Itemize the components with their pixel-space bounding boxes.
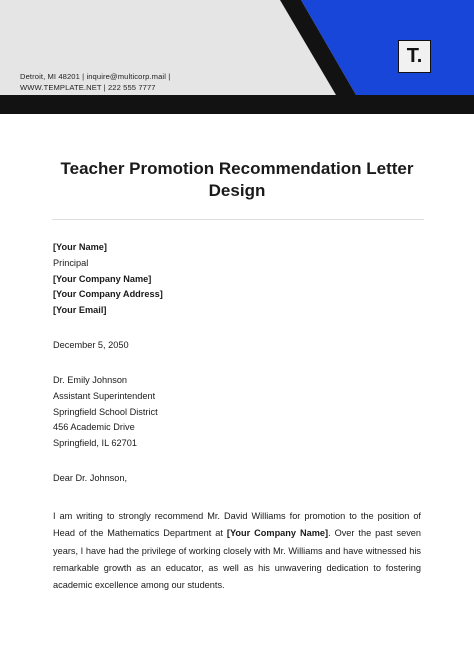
body-text-part-2: . Over the past seven years, I have had the privilege of working closely with Mr. Williams and have witnessed his remarkable growth as an educator, as well as his unwavering dedication to fostering academic excellence among our students. [53,528,422,591]
sender-block [53,240,163,319]
body-company-placeholder: [Your Company Name] [226,528,329,539]
recipient-position: Assistant Superintendent [53,390,156,401]
recipient-block [53,373,158,452]
title-divider [52,219,424,220]
recipient-organization: Springfield School District [53,406,158,417]
salutation-text: Dear Dr. Johnson, [53,473,128,483]
recipient-street: 456 Academic Drive [53,422,135,433]
letterhead-banner [0,0,474,114]
sender-company: [Your Company Name] [53,273,152,284]
sender-email: [Your Email] [53,305,107,316]
contact-info [20,71,170,93]
letter-date [53,338,129,354]
date-text: December 5, 2050 [53,340,129,350]
contact-line-2: WWW.TEMPLATE.NET | 222 555 7777 [20,83,156,92]
salutation [53,471,127,487]
sender-address: [Your Company Address] [53,289,163,300]
recipient-name: Dr. Emily Johnson [53,375,128,385]
sender-name: [Your Name] [53,242,107,252]
body-paragraph [53,508,421,594]
document-title: Teacher Promotion Recommendation Letter Design [60,159,414,200]
body-text-part-1: I am writing to strongly recommend Mr. David Williams for promotion to the position of Head of the Mathematics Department at [53,511,421,539]
company-logo: T. [398,40,431,73]
contact-line-1: Detroit, MI 48201 | inquire@multicorp.mail | [20,72,171,81]
recipient-city: Springfield, IL 62701 [53,438,137,449]
sender-position: Principal [53,257,89,268]
banner-black-bar [0,95,474,114]
